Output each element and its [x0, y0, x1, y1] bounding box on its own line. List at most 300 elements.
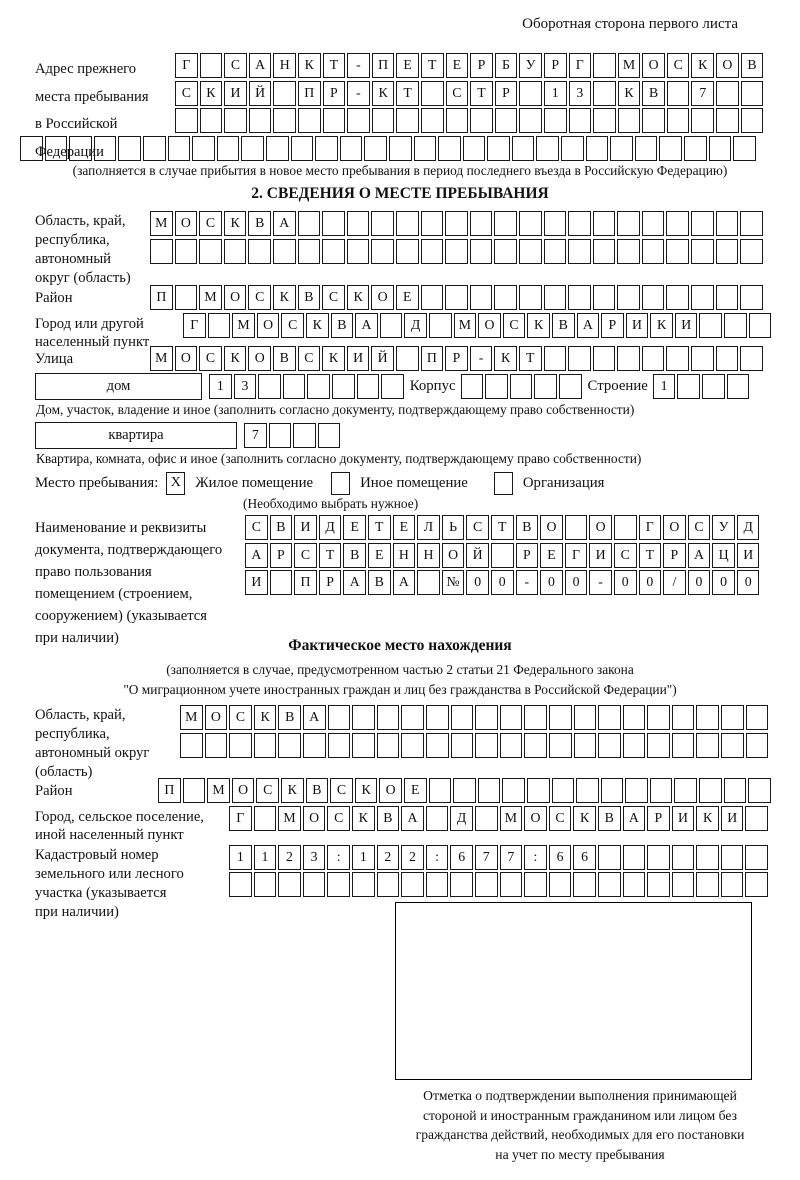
char-cell[interactable]: В — [273, 346, 296, 371]
char-cell[interactable]: Т — [491, 515, 514, 540]
char-cell[interactable] — [727, 374, 750, 399]
doc-row-2[interactable] — [245, 543, 800, 568]
char-cell[interactable] — [716, 285, 739, 310]
char-cell[interactable] — [417, 570, 440, 595]
char-cell[interactable] — [278, 733, 301, 758]
char-cell[interactable]: Р — [319, 570, 342, 595]
char-cell[interactable] — [642, 346, 665, 371]
char-cell[interactable]: Т — [639, 543, 662, 568]
char-cell[interactable]: Й — [371, 346, 394, 371]
doc-row-1[interactable] — [245, 515, 800, 540]
char-cell[interactable] — [716, 211, 739, 236]
char-cell[interactable] — [647, 733, 670, 758]
char-cell[interactable]: О — [642, 53, 665, 78]
char-cell[interactable]: Р — [601, 313, 624, 338]
char-cell[interactable]: М — [180, 705, 203, 730]
char-cell[interactable] — [200, 108, 223, 133]
char-cell[interactable] — [549, 705, 572, 730]
char-cell[interactable]: И — [224, 81, 247, 106]
char-cell[interactable] — [372, 108, 395, 133]
char-cell[interactable]: О — [175, 346, 198, 371]
char-cell[interactable]: 0 — [712, 570, 735, 595]
char-cell[interactable]: И — [672, 806, 695, 831]
char-cell[interactable]: 1 — [254, 845, 277, 870]
char-cell[interactable]: Р — [445, 346, 468, 371]
char-cell[interactable]: Р — [323, 81, 346, 106]
char-cell[interactable] — [699, 313, 722, 338]
char-cell[interactable] — [494, 211, 517, 236]
char-cell[interactable]: Г — [565, 543, 588, 568]
char-cell[interactable]: 0 — [565, 570, 588, 595]
char-cell[interactable] — [495, 108, 518, 133]
char-cell[interactable]: 6 — [573, 845, 596, 870]
char-cell[interactable] — [254, 872, 277, 897]
char-cell[interactable]: К — [347, 285, 370, 310]
char-cell[interactable]: О — [175, 211, 198, 236]
char-cell[interactable] — [377, 705, 400, 730]
char-cell[interactable]: Е — [446, 53, 469, 78]
char-cell[interactable] — [552, 778, 575, 803]
char-cell[interactable] — [745, 806, 768, 831]
char-cell[interactable] — [724, 313, 747, 338]
char-cell[interactable]: - — [347, 81, 370, 106]
char-cell[interactable] — [249, 108, 272, 133]
char-cell[interactable]: Д — [737, 515, 760, 540]
street-row[interactable] — [150, 346, 800, 371]
char-cell[interactable]: К — [200, 81, 223, 106]
char-cell[interactable] — [475, 806, 498, 831]
char-cell[interactable] — [229, 733, 252, 758]
char-cell[interactable] — [323, 108, 346, 133]
char-cell[interactable] — [724, 778, 747, 803]
char-cell[interactable] — [691, 285, 714, 310]
char-cell[interactable] — [328, 705, 351, 730]
char-cell[interactable] — [450, 872, 473, 897]
char-cell[interactable] — [721, 705, 744, 730]
char-cell[interactable] — [371, 239, 394, 264]
char-cell[interactable]: О — [248, 346, 271, 371]
char-cell[interactable] — [340, 136, 363, 161]
char-cell[interactable] — [544, 108, 567, 133]
char-cell[interactable]: С — [446, 81, 469, 106]
char-cell[interactable]: К — [224, 211, 247, 236]
char-cell[interactable]: В — [598, 806, 621, 831]
char-cell[interactable]: С — [322, 285, 345, 310]
char-cell[interactable]: С — [503, 313, 526, 338]
char-cell[interactable]: В — [306, 778, 329, 803]
char-cell[interactable]: : — [327, 845, 350, 870]
char-cell[interactable] — [303, 733, 326, 758]
char-cell[interactable] — [463, 136, 486, 161]
char-cell[interactable]: П — [372, 53, 395, 78]
char-cell[interactable]: К — [224, 346, 247, 371]
char-cell[interactable] — [352, 733, 375, 758]
char-cell[interactable] — [519, 211, 542, 236]
actual-region-row-1[interactable] — [180, 705, 800, 730]
char-cell[interactable] — [716, 346, 739, 371]
char-cell[interactable] — [293, 423, 316, 448]
char-cell[interactable] — [475, 705, 498, 730]
char-cell[interactable]: / — [663, 570, 686, 595]
char-cell[interactable] — [667, 81, 690, 106]
char-cell[interactable] — [332, 374, 355, 399]
char-cell[interactable]: К — [352, 806, 375, 831]
char-cell[interactable] — [574, 705, 597, 730]
char-cell[interactable] — [544, 285, 567, 310]
char-cell[interactable]: Р — [470, 53, 493, 78]
char-cell[interactable] — [224, 108, 247, 133]
city-row[interactable] — [183, 313, 800, 338]
char-cell[interactable] — [396, 239, 419, 264]
stroenie-cells[interactable] — [653, 374, 751, 399]
char-cell[interactable] — [696, 872, 719, 897]
char-cell[interactable] — [470, 108, 493, 133]
char-cell[interactable] — [536, 136, 559, 161]
char-cell[interactable]: Т — [323, 53, 346, 78]
char-cell[interactable]: С — [248, 285, 271, 310]
char-cell[interactable]: В — [377, 806, 400, 831]
char-cell[interactable]: М — [278, 806, 301, 831]
char-cell[interactable]: В — [298, 285, 321, 310]
char-cell[interactable] — [208, 313, 231, 338]
char-cell[interactable] — [748, 778, 771, 803]
char-cell[interactable]: М — [500, 806, 523, 831]
char-cell[interactable] — [278, 872, 301, 897]
char-cell[interactable]: С — [175, 81, 198, 106]
char-cell[interactable]: Р — [647, 806, 670, 831]
char-cell[interactable]: А — [249, 53, 272, 78]
char-cell[interactable]: Т — [368, 515, 391, 540]
char-cell[interactable]: С — [224, 53, 247, 78]
char-cell[interactable] — [672, 845, 695, 870]
char-cell[interactable] — [298, 211, 321, 236]
char-cell[interactable] — [453, 778, 476, 803]
char-cell[interactable] — [691, 239, 714, 264]
char-cell[interactable] — [485, 374, 508, 399]
korpus-cells[interactable] — [461, 374, 584, 399]
actual-city-row[interactable] — [229, 806, 800, 831]
char-cell[interactable] — [721, 872, 744, 897]
char-cell[interactable] — [451, 733, 474, 758]
char-cell[interactable]: Т — [319, 543, 342, 568]
cadastral-row-2[interactable] — [229, 872, 800, 897]
char-cell[interactable]: Е — [540, 543, 563, 568]
char-cell[interactable] — [586, 136, 609, 161]
char-cell[interactable] — [666, 211, 689, 236]
char-cell[interactable]: Е — [393, 515, 416, 540]
char-cell[interactable]: 6 — [549, 845, 572, 870]
char-cell[interactable] — [470, 285, 493, 310]
char-cell[interactable]: В — [343, 543, 366, 568]
char-cell[interactable] — [347, 239, 370, 264]
char-cell[interactable] — [429, 778, 452, 803]
char-cell[interactable]: К — [306, 313, 329, 338]
actual-district-row[interactable] — [158, 778, 800, 803]
char-cell[interactable] — [647, 845, 670, 870]
char-cell[interactable]: Д — [450, 806, 473, 831]
char-cell[interactable] — [647, 705, 670, 730]
char-cell[interactable]: Е — [404, 778, 427, 803]
char-cell[interactable] — [667, 108, 690, 133]
char-cell[interactable]: 0 — [737, 570, 760, 595]
char-cell[interactable]: М — [199, 285, 222, 310]
char-cell[interactable] — [318, 423, 341, 448]
char-cell[interactable]: 3 — [234, 374, 257, 399]
char-cell[interactable]: Т — [470, 81, 493, 106]
char-cell[interactable] — [421, 81, 444, 106]
apartment-cells[interactable] — [244, 423, 342, 448]
char-cell[interactable] — [598, 733, 621, 758]
char-cell[interactable]: И — [347, 346, 370, 371]
char-cell[interactable] — [258, 374, 281, 399]
char-cell[interactable]: К — [281, 778, 304, 803]
char-cell[interactable] — [500, 705, 523, 730]
char-cell[interactable] — [559, 374, 582, 399]
char-cell[interactable]: 1 — [653, 374, 676, 399]
char-cell[interactable] — [446, 108, 469, 133]
char-cell[interactable]: С — [330, 778, 353, 803]
char-cell[interactable] — [549, 733, 572, 758]
char-cell[interactable]: П — [298, 81, 321, 106]
char-cell[interactable] — [593, 211, 616, 236]
char-cell[interactable] — [510, 374, 533, 399]
char-cell[interactable]: А — [688, 543, 711, 568]
char-cell[interactable]: М — [232, 313, 255, 338]
char-cell[interactable] — [291, 136, 314, 161]
char-cell[interactable] — [691, 346, 714, 371]
char-cell[interactable] — [429, 313, 452, 338]
char-cell[interactable] — [377, 733, 400, 758]
char-cell[interactable]: Т — [519, 346, 542, 371]
char-cell[interactable] — [307, 374, 330, 399]
char-cell[interactable] — [623, 733, 646, 758]
char-cell[interactable]: Й — [249, 81, 272, 106]
char-cell[interactable]: О — [589, 515, 612, 540]
district-row[interactable] — [150, 285, 800, 310]
char-cell[interactable] — [283, 374, 306, 399]
char-cell[interactable] — [672, 733, 695, 758]
char-cell[interactable] — [524, 705, 547, 730]
char-cell[interactable] — [524, 733, 547, 758]
char-cell[interactable]: Н — [273, 53, 296, 78]
char-cell[interactable] — [199, 239, 222, 264]
char-cell[interactable] — [426, 733, 449, 758]
char-cell[interactable]: С — [298, 346, 321, 371]
char-cell[interactable] — [635, 136, 658, 161]
char-cell[interactable]: К — [273, 285, 296, 310]
char-cell[interactable]: К — [618, 81, 641, 106]
char-cell[interactable]: И — [626, 313, 649, 338]
char-cell[interactable]: О — [371, 285, 394, 310]
char-cell[interactable] — [610, 136, 633, 161]
char-cell[interactable]: И — [589, 543, 612, 568]
prev-address-row-2[interactable] — [175, 81, 800, 106]
char-cell[interactable] — [298, 108, 321, 133]
char-cell[interactable] — [684, 136, 707, 161]
char-cell[interactable]: О — [442, 543, 465, 568]
char-cell[interactable] — [568, 285, 591, 310]
char-cell[interactable] — [192, 136, 215, 161]
char-cell[interactable]: 7 — [475, 845, 498, 870]
char-cell[interactable]: О — [205, 705, 228, 730]
region-row-2[interactable] — [150, 239, 800, 264]
char-cell[interactable] — [642, 285, 665, 310]
char-cell[interactable]: П — [150, 285, 173, 310]
char-cell[interactable] — [438, 136, 461, 161]
char-cell[interactable] — [565, 515, 588, 540]
char-cell[interactable]: У — [712, 515, 735, 540]
char-cell[interactable]: - — [347, 53, 370, 78]
char-cell[interactable]: М — [150, 211, 173, 236]
char-cell[interactable]: Р — [270, 543, 293, 568]
char-cell[interactable]: 1 — [229, 845, 252, 870]
char-cell[interactable] — [401, 733, 424, 758]
char-cell[interactable]: 7 — [691, 81, 714, 106]
char-cell[interactable] — [614, 515, 637, 540]
apartment-box[interactable]: квартира — [35, 422, 237, 449]
char-cell[interactable] — [303, 872, 326, 897]
cadastral-row-1[interactable] — [229, 845, 800, 870]
char-cell[interactable] — [364, 136, 387, 161]
char-cell[interactable] — [519, 81, 542, 106]
char-cell[interactable] — [598, 705, 621, 730]
char-cell[interactable]: В — [331, 313, 354, 338]
char-cell[interactable]: А — [577, 313, 600, 338]
char-cell[interactable]: С — [256, 778, 279, 803]
char-cell[interactable] — [519, 285, 542, 310]
char-cell[interactable]: Н — [417, 543, 440, 568]
char-cell[interactable] — [740, 239, 763, 264]
char-cell[interactable] — [666, 239, 689, 264]
char-cell[interactable] — [534, 374, 557, 399]
char-cell[interactable] — [677, 374, 700, 399]
char-cell[interactable]: 2 — [377, 845, 400, 870]
char-cell[interactable] — [642, 211, 665, 236]
char-cell[interactable]: 0 — [614, 570, 637, 595]
char-cell[interactable]: 1 — [544, 81, 567, 106]
char-cell[interactable] — [741, 108, 764, 133]
char-cell[interactable]: И — [245, 570, 268, 595]
char-cell[interactable] — [421, 285, 444, 310]
char-cell[interactable] — [270, 570, 293, 595]
char-cell[interactable] — [576, 778, 599, 803]
char-cell[interactable] — [716, 81, 739, 106]
char-cell[interactable]: С — [327, 806, 350, 831]
char-cell[interactable] — [322, 239, 345, 264]
char-cell[interactable]: О — [224, 285, 247, 310]
actual-region-row-2[interactable] — [180, 733, 800, 758]
char-cell[interactable]: - — [516, 570, 539, 595]
char-cell[interactable] — [380, 313, 403, 338]
char-cell[interactable]: К — [696, 806, 719, 831]
char-cell[interactable] — [569, 108, 592, 133]
char-cell[interactable] — [745, 845, 768, 870]
char-cell[interactable] — [502, 778, 525, 803]
char-cell[interactable]: Т — [421, 53, 444, 78]
char-cell[interactable]: А — [303, 705, 326, 730]
char-cell[interactable] — [421, 108, 444, 133]
char-cell[interactable]: 0 — [491, 570, 514, 595]
char-cell[interactable] — [470, 239, 493, 264]
char-cell[interactable] — [733, 136, 756, 161]
char-cell[interactable]: Е — [343, 515, 366, 540]
char-cell[interactable] — [721, 733, 744, 758]
char-cell[interactable] — [519, 239, 542, 264]
char-cell[interactable]: Д — [404, 313, 427, 338]
char-cell[interactable]: С — [199, 346, 222, 371]
char-cell[interactable]: А — [355, 313, 378, 338]
char-cell[interactable]: Б — [495, 53, 518, 78]
char-cell[interactable] — [217, 136, 240, 161]
char-cell[interactable]: К — [527, 313, 550, 338]
char-cell[interactable] — [746, 705, 769, 730]
char-cell[interactable] — [241, 136, 264, 161]
char-cell[interactable]: С — [229, 705, 252, 730]
char-cell[interactable]: Е — [396, 285, 419, 310]
char-cell[interactable]: А — [401, 806, 424, 831]
char-cell[interactable]: А — [245, 543, 268, 568]
char-cell[interactable]: Е — [396, 53, 419, 78]
prev-address-row-3[interactable] — [175, 108, 800, 133]
char-cell[interactable]: А — [393, 570, 416, 595]
char-cell[interactable] — [549, 872, 572, 897]
char-cell[interactable]: 0 — [688, 570, 711, 595]
char-cell[interactable] — [702, 374, 725, 399]
char-cell[interactable]: Н — [393, 543, 416, 568]
char-cell[interactable]: Р — [516, 543, 539, 568]
char-cell[interactable] — [647, 872, 670, 897]
char-cell[interactable] — [642, 239, 665, 264]
char-cell[interactable]: Ц — [712, 543, 735, 568]
char-cell[interactable] — [623, 872, 646, 897]
char-cell[interactable] — [672, 872, 695, 897]
char-cell[interactable] — [254, 806, 277, 831]
char-cell[interactable]: 0 — [466, 570, 489, 595]
stay-checkbox-organization[interactable] — [494, 472, 513, 495]
char-cell[interactable] — [494, 285, 517, 310]
char-cell[interactable] — [475, 872, 498, 897]
char-cell[interactable] — [426, 705, 449, 730]
char-cell[interactable]: М — [207, 778, 230, 803]
char-cell[interactable] — [327, 872, 350, 897]
char-cell[interactable] — [593, 108, 616, 133]
char-cell[interactable]: 0 — [540, 570, 563, 595]
char-cell[interactable] — [593, 285, 616, 310]
char-cell[interactable] — [625, 778, 648, 803]
char-cell[interactable] — [593, 81, 616, 106]
char-cell[interactable]: 6 — [450, 845, 473, 870]
char-cell[interactable]: О — [540, 515, 563, 540]
char-cell[interactable] — [401, 705, 424, 730]
char-cell[interactable]: В — [368, 570, 391, 595]
char-cell[interactable]: К — [573, 806, 596, 831]
char-cell[interactable]: Г — [175, 53, 198, 78]
char-cell[interactable] — [672, 705, 695, 730]
char-cell[interactable]: Г — [183, 313, 206, 338]
char-cell[interactable]: К — [298, 53, 321, 78]
prev-address-row-1[interactable] — [175, 53, 800, 78]
char-cell[interactable]: 3 — [303, 845, 326, 870]
char-cell[interactable] — [224, 239, 247, 264]
char-cell[interactable]: - — [589, 570, 612, 595]
char-cell[interactable]: А — [343, 570, 366, 595]
char-cell[interactable] — [519, 108, 542, 133]
doc-row-3[interactable] — [245, 570, 800, 595]
char-cell[interactable] — [371, 211, 394, 236]
char-cell[interactable]: В — [741, 53, 764, 78]
char-cell[interactable] — [414, 136, 437, 161]
char-cell[interactable] — [205, 733, 228, 758]
